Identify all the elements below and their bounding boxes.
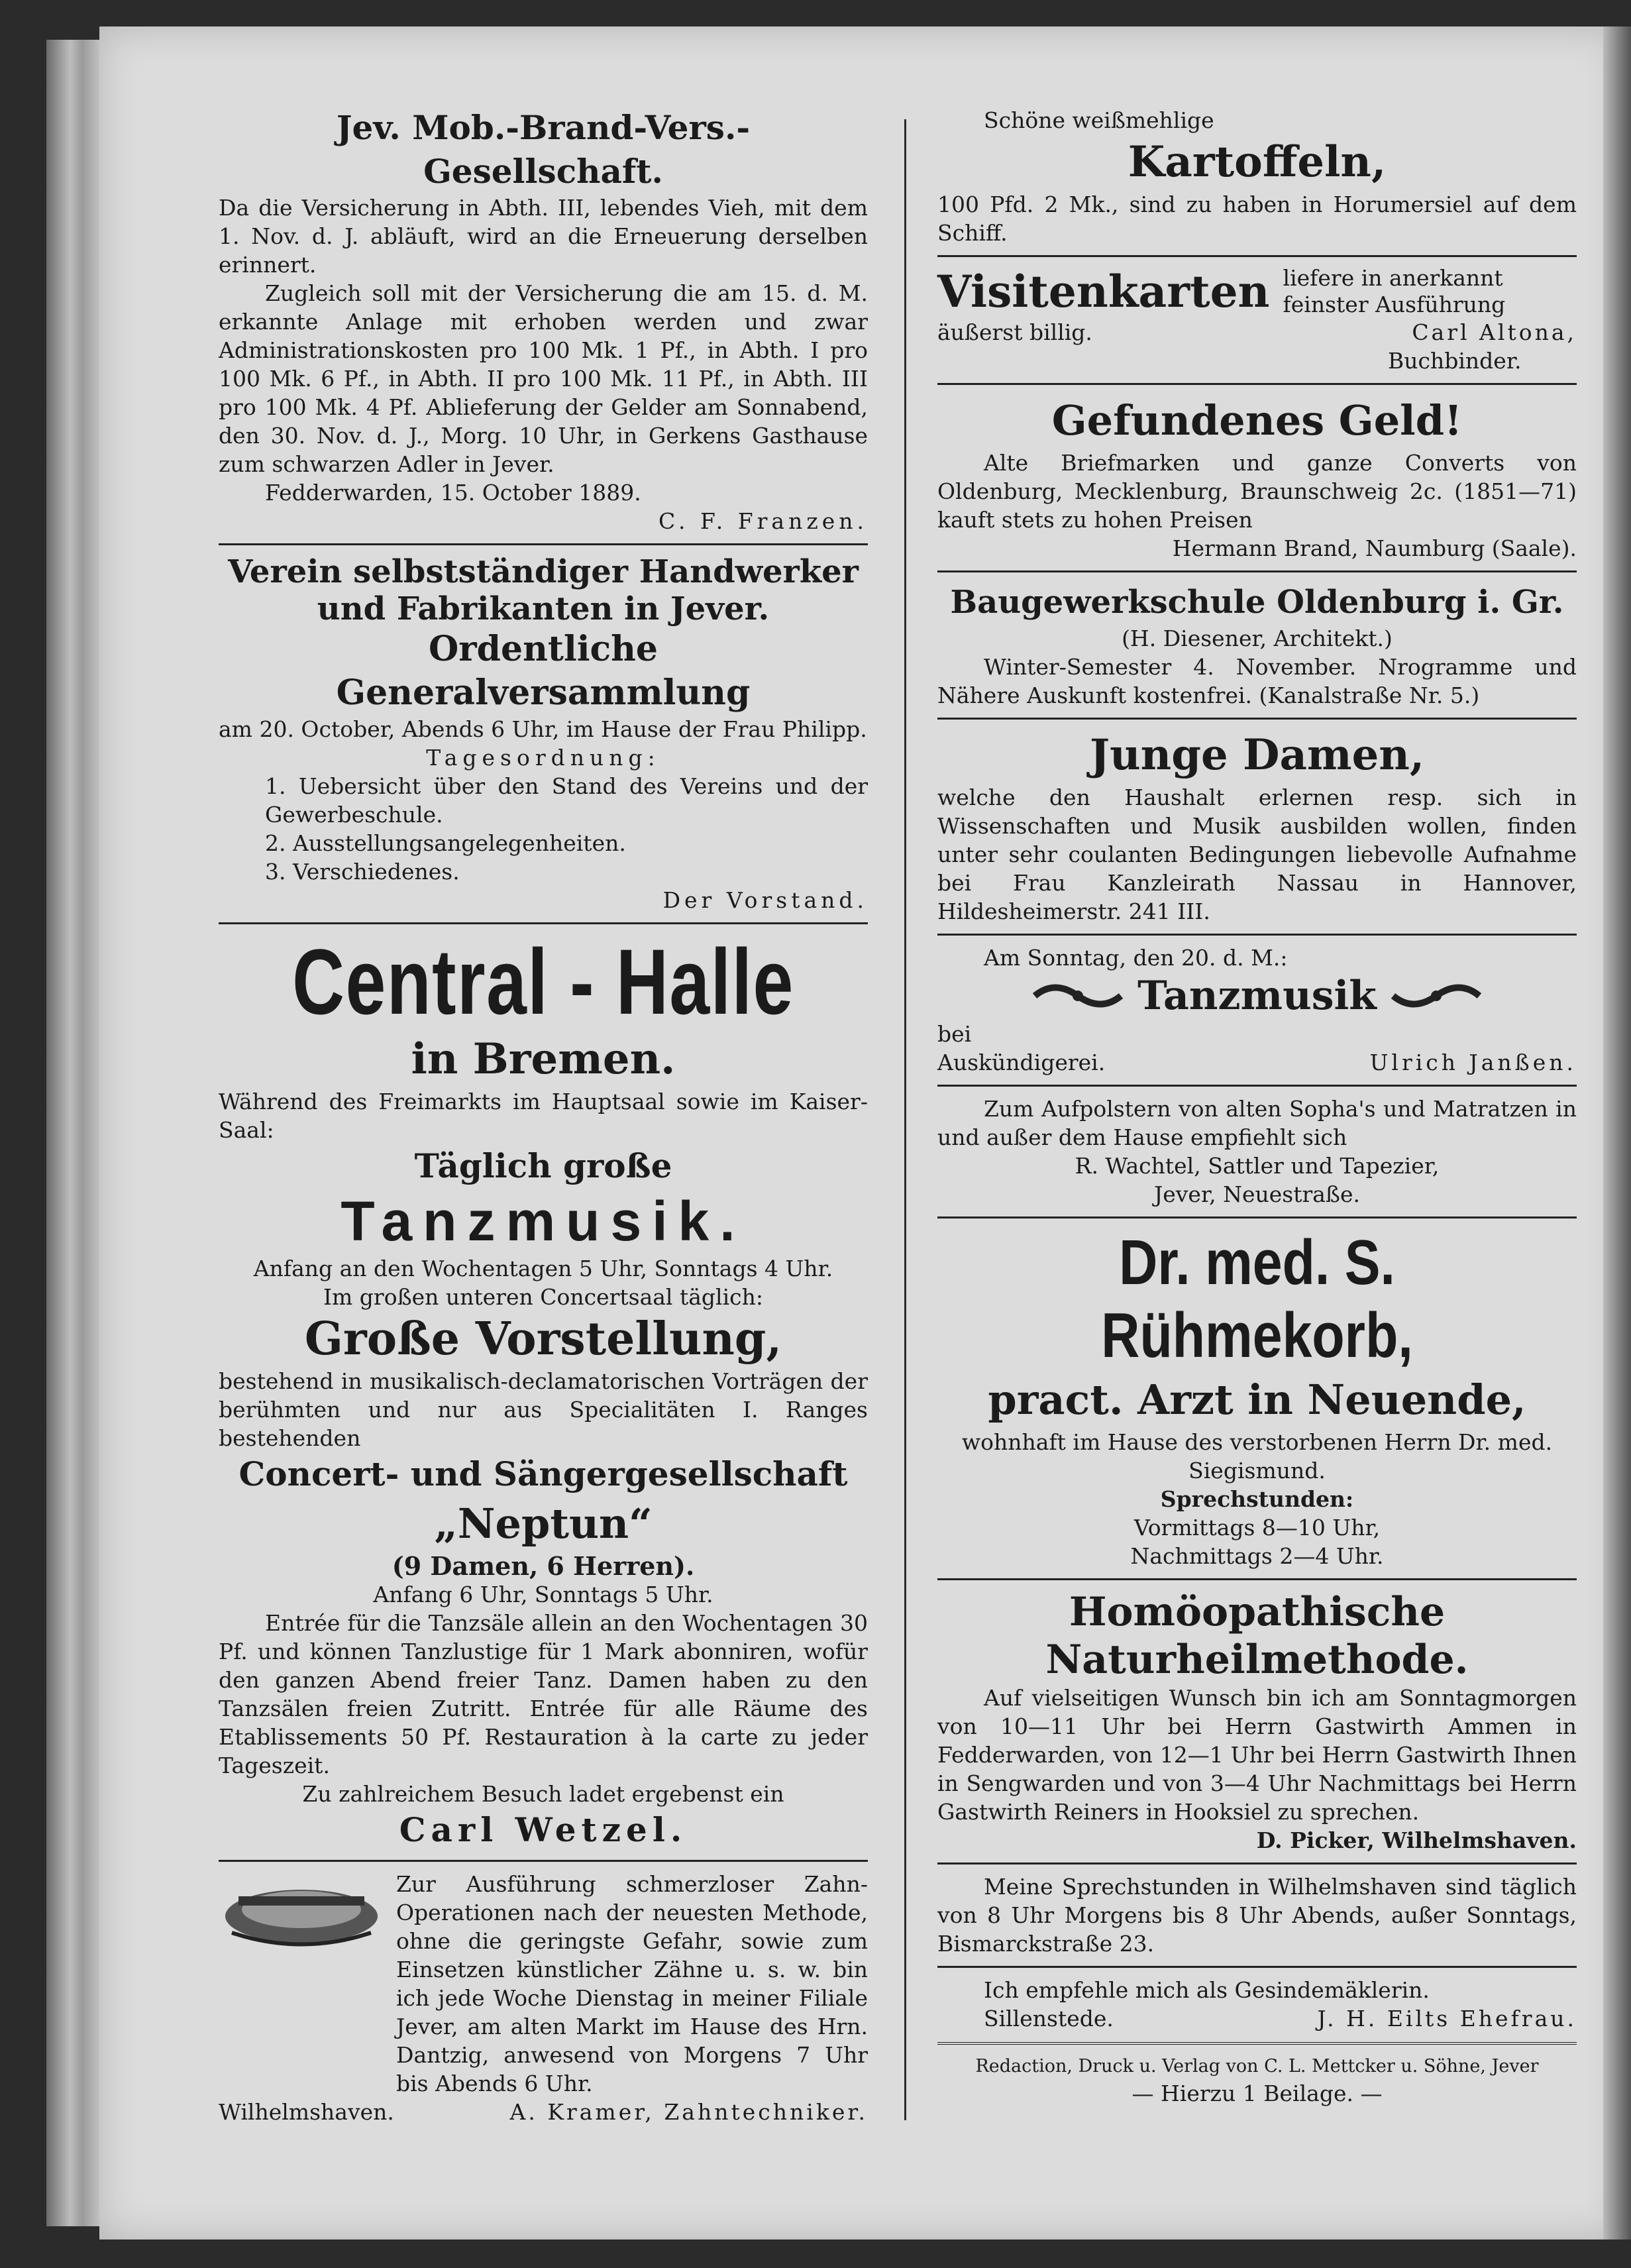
ad-text: bei: [937, 1021, 972, 1047]
ad-found-money: [937, 393, 1577, 563]
ornament-left-icon: [1031, 976, 1124, 1016]
ad-text: wohnhaft im Hause des verstorbenen Herrn Dr. med. Siegismund.: [961, 1429, 1553, 1484]
ad-title: Baugewerkschule Oldenburg i. Gr.: [950, 584, 1564, 621]
place: Wilhelmshaven.: [219, 2099, 394, 2125]
trade: Buchbinder.: [1388, 348, 1522, 374]
divider: [937, 1085, 1577, 1087]
ad-line: „Neptun“: [434, 1499, 653, 1548]
book-binding-edge: [46, 40, 106, 2226]
ad-text: äußerst billig.: [937, 319, 1092, 345]
divider: [219, 922, 868, 924]
ad-business-cards: [937, 265, 1577, 375]
divider: [937, 2042, 1577, 2045]
signature: Hermann Brand, Naumburg (Saale).: [1172, 535, 1577, 561]
divider: [937, 570, 1577, 572]
divider: [937, 383, 1577, 385]
ad-line: Concert- und Sängergesellschaft: [238, 1454, 848, 1493]
ad-central-halle: [219, 932, 868, 1852]
ad-dance-music: [937, 944, 1577, 1077]
hours: Vormittags 8—10 Uhr,: [1133, 1515, 1381, 1540]
ad-title: Homöopathische: [1069, 1589, 1446, 1635]
signature: D. Picker, Wilhelmshaven.: [1256, 1827, 1577, 1853]
ad-line: (9 Damen, 6 Herren).: [392, 1551, 695, 1581]
ornament-right-icon: [1390, 976, 1483, 1016]
ad-text: Entrée für die Tanzsäle allein an den Wochentagen 30 Pf. und können Tanzlustige für 1 Mark abonniren, wofür den ganzen Abend freier Tanz. Damen haben zu den Tanzsälen freien Zutritt. Entrée für alle Räume des Etablissements 50 Pf. Restauration à la carte zu jeder Tageszeit.: [219, 1610, 868, 1778]
ad-title: Central - Halle: [292, 930, 794, 1034]
signature: Carl Wetzel.: [399, 1810, 688, 1849]
ad-text: Anfang an den Wochentagen 5 Uhr, Sonntags 4 Uhr.: [253, 1256, 833, 1281]
ad-title: Tanzmusik: [1137, 973, 1377, 1019]
ad-line: Täglich große: [414, 1146, 672, 1185]
divider: [937, 255, 1577, 257]
ad-text: welche den Haushalt erlernen resp. sich in Wissenschaften und Musik ausbilden wollen, finden unter sehr coulanten Bedingungen liebevolle Aufnahme bei Frau Kanzleirath Nassau in Hannover, Hildesheimerstr. 241 III.: [937, 784, 1577, 924]
signature: C. F. Franzen.: [658, 508, 868, 534]
left-column: [219, 106, 868, 2126]
ad-office-hours: [937, 1872, 1577, 1958]
ad-text: 100 Pfd. 2 Mk., sind zu haben in Horumersiel auf dem Schiff.: [937, 191, 1577, 246]
column-divider: [904, 119, 906, 2120]
ad-title: Dr. med. S. Rühmekorb,: [1101, 1227, 1413, 1371]
signature: A. Kramer, Zahntechniker.: [509, 2099, 868, 2125]
ad-text: Auf vielseitigen Wunsch bin ich am Sonntagmorgen von 10—11 Uhr bei Herrn Gastwirth Ammen in Fedderwarden, von 12—1 Uhr bei Herrn Gastwirth Ihnen in Sengwarden und von 3—4 Uhr Nachmittags bei Herrn Gastwirth Reiners in Hooksiel zu sprechen.: [937, 1685, 1577, 1825]
ad-sub: pract. Arzt in Neuende,: [988, 1376, 1526, 1424]
ad-headline: Ordentliche Generalversammlung: [336, 629, 751, 713]
ad-text: Ich empfehle mich als Gesindemäklerin.: [984, 1977, 1430, 2003]
divider: [937, 1966, 1577, 1968]
ad-building-school: [937, 580, 1577, 710]
ad-intro: Schöne weißmehlige: [984, 107, 1214, 133]
page-edge-right: [1603, 27, 1631, 2240]
ad-headline: Tanzmusik.: [341, 1190, 746, 1252]
signature: Carl Altona,: [1412, 319, 1577, 345]
divider: [219, 1860, 868, 1862]
ad-text: Zum Aufpolstern von alten Sopha's und Matratzen in und außer dem Hause empfiehlt sich: [937, 1096, 1577, 1150]
imprint: [937, 2054, 1577, 2108]
place: Auskündigerei.: [937, 1050, 1106, 1075]
ad-dentist: [219, 1870, 868, 2126]
right-column: [937, 106, 1577, 2108]
agenda-item: 1. Uebersicht über den Stand des Vereins und der Gewerbeschule.: [265, 773, 868, 828]
divider: [937, 1863, 1577, 1864]
ad-text: Da die Versicherung in Abth. III, lebendes Vieh, mit dem 1. Nov. d. J. abläuft, wird an die Erneuerung derselben erinnert.: [219, 195, 868, 278]
divider: [937, 1578, 1577, 1580]
divider: [937, 1216, 1577, 1218]
divider: [937, 718, 1577, 720]
agenda-item: 3. Verschiedenes.: [265, 859, 460, 885]
ad-text: Im großen unteren Concertsaal täglich:: [323, 1284, 763, 1310]
ad-title: Jev. Mob.-Brand-Vers.-Gesellschaft.: [336, 108, 751, 191]
ad-sub: (H. Diesener, Architekt.): [1122, 625, 1393, 651]
ad-title: Naturheilmethode.: [1045, 1637, 1469, 1683]
agenda-label: Tagesordnung:: [426, 745, 660, 771]
ad-servant-agency: [937, 1976, 1577, 2033]
ad-young-ladies: [937, 728, 1577, 926]
signature: Ulrich Janßen.: [1369, 1050, 1577, 1075]
ad-craftsmen-association: [219, 553, 868, 914]
ad-name: R. Wachtel, Sattler und Tapezier,: [1075, 1153, 1440, 1179]
ad-subtitle: in Bremen.: [411, 1034, 676, 1084]
signature: J. H. Eilts Ehefrau.: [1317, 2006, 1577, 2031]
place: Sillenstede.: [984, 2006, 1114, 2031]
hours-label: Sprechstunden:: [1160, 1486, 1354, 1512]
divider: [219, 543, 868, 545]
signature: Der Vorstand.: [662, 887, 868, 913]
ad-text: bestehend in musikalisch-declamatorischen Vorträgen der berühmten und nur aus Specialitäten I. Ranges bestehenden: [219, 1368, 868, 1451]
ad-text: liefere in anerkannt: [1283, 265, 1503, 291]
hours: Nachmittags 2—4 Uhr.: [1130, 1543, 1384, 1569]
ad-upholstery: [937, 1095, 1577, 1209]
ad-homeopathy: [937, 1588, 1577, 1855]
ad-brand-insurance: [219, 106, 868, 535]
imprint-text: Redaction, Druck u. Verlag von C. L. Mettcker u. Söhne, Jever: [975, 2056, 1539, 2077]
ad-text: feinster Ausführung: [1283, 292, 1506, 317]
ad-text: Anfang 6 Uhr, Sonntags 5 Uhr.: [373, 1582, 713, 1607]
ad-text: Meine Sprechstunden in Wilhelmshaven sind täglich von 8 Uhr Morgens bis 8 Uhr Abends, außer Sonntags, Bismarckstraße 23.: [937, 1874, 1577, 1957]
ad-title: Gefundenes Geld!: [1051, 396, 1463, 445]
agenda-item: 2. Ausstellungsangelegenheiten.: [265, 830, 626, 856]
divider: [937, 934, 1577, 936]
ad-title: Verein selbstständiger Handwerker und Fabrikanten in Jever.: [228, 553, 859, 627]
ad-text: am 20. October, Abends 6 Uhr, im Hause der Frau Philipp.: [219, 716, 867, 742]
ad-title: Junge Damen,: [1089, 730, 1425, 780]
ad-address: Jever, Neuestraße.: [1154, 1181, 1360, 1207]
ad-title: Kartoffeln,: [1128, 137, 1387, 187]
ad-doctor: [937, 1226, 1577, 1570]
ad-text: Zugleich soll mit der Versicherung die am 15. d. M. erkannte Anlage mit erhoben werden und zwar Administrationskosten pro 100 Mk. 1 Pf., in Abth. I pro 100 Mk. 6 Pf., in Abth. II pro 100 Mk. 11 Pf., in Abth. III pro 100 Mk. 4 Pf. Ablieferung der Gelder am Sonnabend, den 30. Nov. d. J., Morg. 10 Uhr, in Gerkens Gasthause zum schwarzen Adler in Jever.: [219, 280, 868, 477]
ad-headline: Große Vorstellung,: [304, 1313, 782, 1366]
supplement-note: — Hierzu 1 Beilage. —: [1131, 2080, 1383, 2106]
ad-text: Am Sonntag, den 20. d. M.:: [984, 945, 1288, 971]
ad-potatoes: [937, 106, 1577, 247]
ad-text: Alte Briefmarken und ganze Converts von Oldenburg, Mecklenburg, Braunschweig 2c. (1851—71) kauft stets zu hohen Preisen: [937, 450, 1577, 533]
ad-text: Zur Ausführung schmerzloser Zahn-Operationen nach der neuesten Methode, ohne die geringste Gefahr, sowie zum Einsetzen künstlicher Zähne u. s. w. bin ich jede Woche Dienstag in meiner Filiale Jever, am alten Markt im Hause des Hrn. Dantzig, anwesend von Morgens 7 Uhr bis Abends 6 Uhr.: [396, 1871, 868, 2096]
ad-text: Zu zahlreichem Besuch ladet ergebenst ein: [302, 1781, 784, 1807]
ad-text: Während des Freimarkts im Hauptsaal sowie im Kaiser-Saal:: [219, 1089, 868, 1143]
ad-text: Winter-Semester 4. November. Nrogramme und Nähere Auskunft kostenfrei. (Kanalstraße Nr. 5.): [937, 654, 1577, 708]
dental-engraving-icon: [219, 1870, 384, 1949]
place-date: Fedderwarden, 15. October 1889.: [265, 480, 641, 506]
ad-title: Visitenkarten: [937, 266, 1270, 317]
